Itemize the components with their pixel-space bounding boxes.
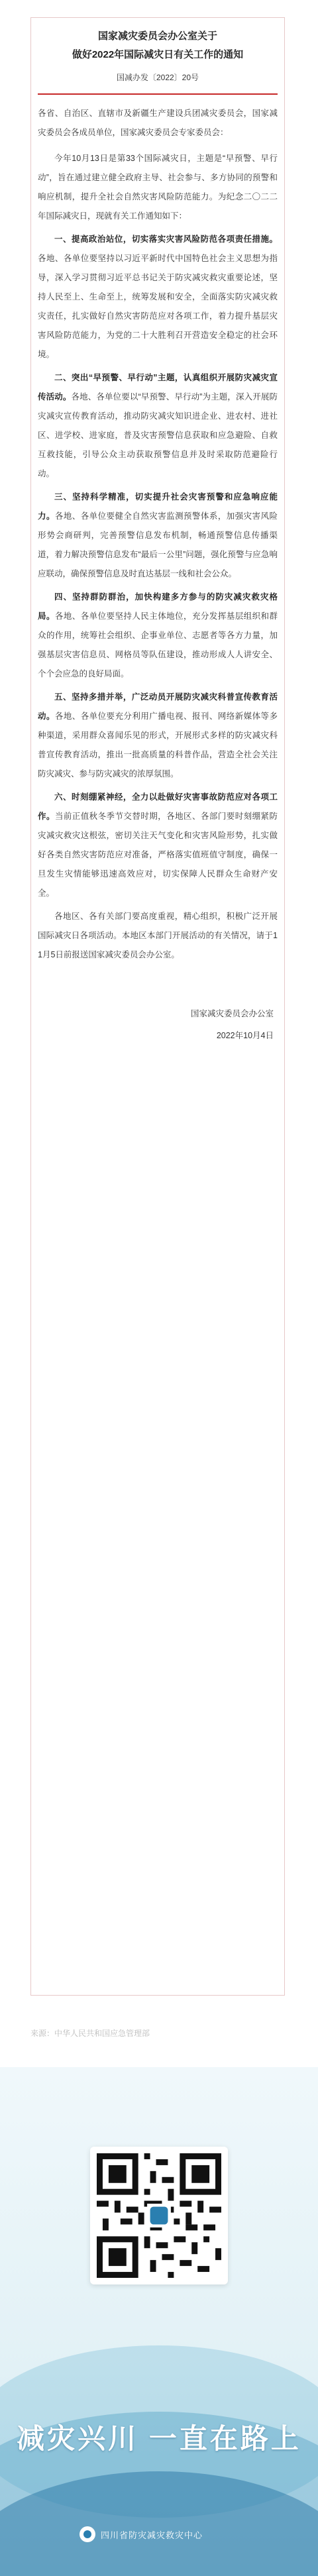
signoff-date: 2022年10月4日	[216, 1031, 274, 1040]
paragraph	[38, 368, 278, 484]
paragraph-text: 各地、各单位要坚持以习近平新时代中国特色社会主义思想为指导，深入学习贯彻习近平总书记关于防灾减灾救灾重要论述，坚持人民至上、生命至上，统筹发展和安全，全面落实防灾减灾救灾责任，扎实做好自然灾害防范应对各项工作，着力提升基层灾害风险防范能力，为党的二十大胜利召开营造安全稳定的社会环境。	[38, 254, 278, 359]
section-heading: 四、坚持群防群治，加快构建多方参与的防灾减灾救灾格局。	[38, 592, 278, 621]
document-number: 国减办发〔2022〕20号	[116, 73, 199, 82]
section-heading: 六、时刻绷紧神经，全力以赴做好灾害事故防范应对各项工作。	[38, 792, 278, 821]
paragraph	[38, 588, 278, 684]
section-heading: 三、坚持科学精准，切实提升社会灾害预警和应急响应能力。	[38, 492, 278, 521]
paragraph	[38, 688, 278, 784]
paragraph	[38, 230, 278, 364]
organization-name: 四川省防灾减灾救灾中心	[101, 2530, 203, 2540]
signoff-organization: 国家减灾委员会办公室	[190, 1009, 274, 1018]
banner-slogan: 减灾兴川 一直在路上	[17, 2423, 301, 2454]
paragraph	[38, 907, 278, 965]
paragraph	[38, 149, 278, 226]
footer-banner	[0, 2067, 318, 2576]
section-heading: 一、提高政治站位，切实落实灾害风险防范各项责任措施。	[54, 235, 278, 244]
paragraph-text: 当前正值秋冬季节交替时期，各地区、各部门要时刻绷紧防灾减灾救灾这根弦，密切关注天气变化和灾害风险形势，扎实做好各类自然灾害防范应对准备，严格落实值班值守制度，确保一旦发生灾情能够迅速高效应对，切实保障人民群众生命财产安全。	[38, 812, 278, 898]
qr-code-card	[90, 2147, 228, 2284]
paragraph-text: 各地、各单位要健全自然灾害监测预警体系，加强灾害风险形势会商研判，完善预警信息发布机制，畅通预警信息传播渠道，着力解决预警信息发布“最后一公里”问题，强化预警与应急响应联动，确保预警信息及时直达基层一线和社会公众。	[38, 511, 278, 578]
qr-code-icon	[97, 2153, 221, 2278]
signoff	[38, 1004, 278, 1046]
paragraph	[38, 788, 278, 903]
source-label: 来源：中华人民共和国应急管理部	[30, 2029, 150, 2038]
section-heading: 二、突出“早预警、早行动”主题，认真组织开展防灾减灾宣传活动。	[38, 373, 278, 402]
document-frame	[30, 17, 285, 1996]
recipients: 各省、自治区、直辖市及新疆生产建设兵团减灾委员会，国家减灾委员会各成员单位，国家减灾委员会专家委员会：	[38, 109, 278, 137]
red-divider	[38, 93, 278, 95]
document-title: 做好2022年国际减灾日有关工作的通知	[72, 49, 244, 60]
issuer-line: 国家减灾委员会办公室关于	[97, 30, 217, 42]
paragraph	[38, 488, 278, 584]
organization-logo	[80, 2524, 203, 2544]
paragraph-text: 各地、各单位要坚持人民主体地位，充分发挥基层组织和群众的作用，统筹社会组织、企事业单位、志愿者等各方力量，加强基层灾害信息员、网格员等队伍建设，推动形成人人讲安全、个个会应急的良好局面。	[38, 612, 278, 678]
paragraph-text: 各地、各单位要以“早预警、早行动”为主题，深入开展防灾减灾宣传教育活动，推动防灾减灾知识进企业、进农村、进社区、进学校、进家庭，普及灾害预警信息获取和应急避险、自救互救技能，引导公众主动获取预警信息并及时采取防范避险行动。	[38, 392, 278, 478]
section-heading: 五、坚持多措并举，广泛动员开展防灾减灾科普宣传教育活动。	[38, 692, 278, 721]
document-body	[38, 104, 278, 965]
document-header	[38, 18, 278, 84]
emblem-icon	[80, 2526, 95, 2542]
paragraph-text: 今年10月13日是第33个国际减灾日，主题是“早预警、早行动”，旨在通过建立健全政府主导、社会参与、多方协同的预警和响应机制，提升全社会自然灾害风险防范能力。为纪念二〇二二年国际减灾日，现就有关工作通知如下：	[38, 154, 278, 221]
paragraph-text: 各地区、各有关部门要高度重视，精心组织，积极广泛开展国际减灾日各项活动。本地区本部门开展活动的有关情况，请于11月5日前报送国家减灾委员会办公室。	[38, 912, 278, 959]
paragraph-text: 各地、各单位要充分利用广播电视、报刊、网络新媒体等多种渠道，采用群众喜闻乐见的形式，开展形式多样的防灾减灾科普宣传教育活动，推出一批高质量的科普作品，营造全社会关注防灾减灾、参与防灾减灾的浓厚氛围。	[38, 712, 278, 778]
